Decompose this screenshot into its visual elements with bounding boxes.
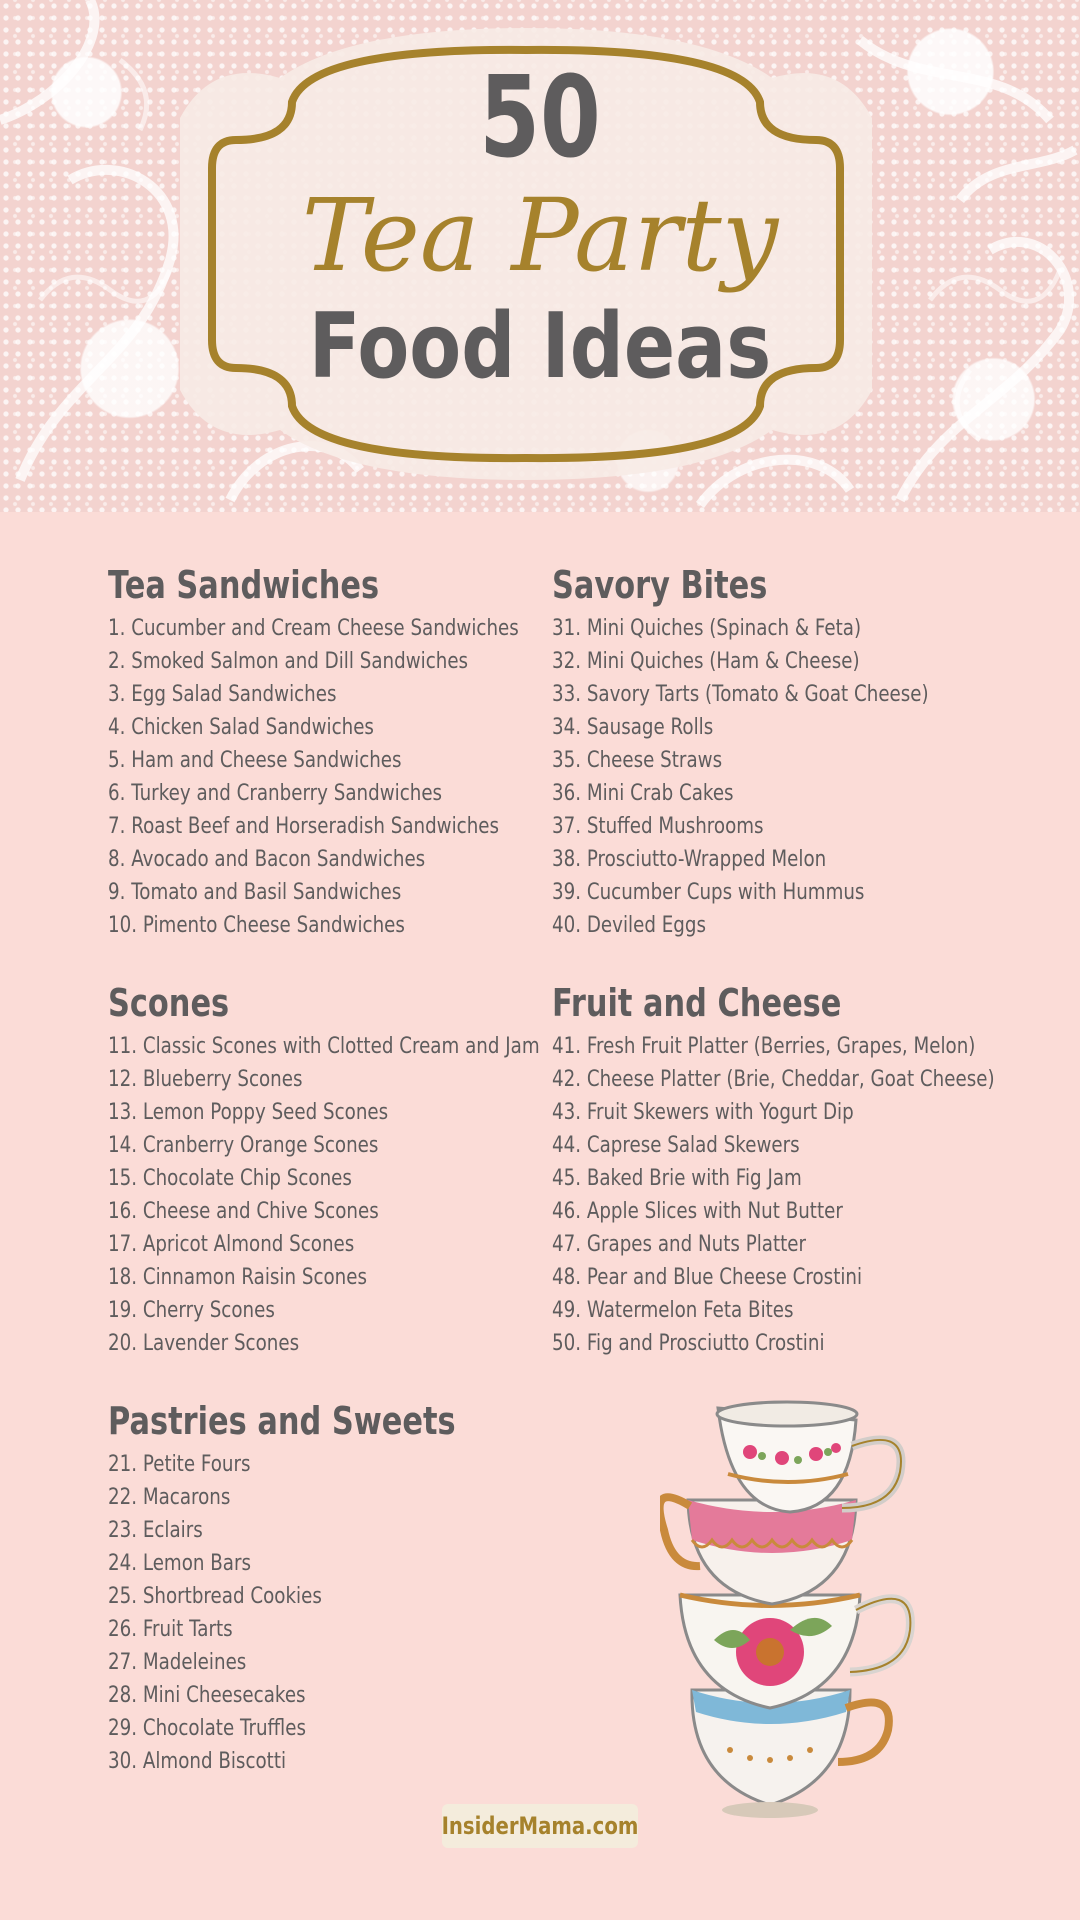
list-item: 18. Cinnamon Raisin Scones	[108, 1265, 367, 1290]
list-item: 35. Cheese Straws	[552, 748, 723, 773]
title-script-line: Tea Party	[301, 177, 779, 294]
list-item: 16. Cheese and Chive Scones	[108, 1199, 379, 1224]
section-scones	[108, 980, 568, 1360]
list-item: 25. Shortbread Cookies	[108, 1584, 322, 1609]
list-item: 7. Roast Beef and Horseradish Sandwiches	[108, 814, 500, 839]
section-heading: Fruit and Cheese	[552, 981, 842, 1025]
list-item: 28. Mini Cheesecakes	[108, 1683, 306, 1708]
section-fruit-and-cheese	[552, 980, 1012, 1360]
section-heading: Savory Bites	[552, 563, 768, 607]
list-item: 38. Prosciutto-Wrapped Melon	[552, 847, 827, 872]
list-item: 21. Petite Fours	[108, 1452, 251, 1477]
list-item: 14. Cranberry Orange Scones	[108, 1133, 379, 1158]
list-item: 22. Macarons	[108, 1485, 231, 1510]
list-item: 40. Deviled Eggs	[552, 913, 706, 938]
list-item: 20. Lavender Scones	[108, 1331, 300, 1356]
section-heading: Pastries and Sweets	[108, 1399, 456, 1443]
list-item: 37. Stuffed Mushrooms	[552, 814, 764, 839]
list-item: 8. Avocado and Bacon Sandwiches	[108, 847, 426, 872]
list-item: 47. Grapes and Nuts Platter	[552, 1232, 807, 1257]
section-savory-bites	[552, 562, 1012, 942]
section-pastries-and-sweets	[108, 1398, 568, 1778]
list-item: 32. Mini Quiches (Ham & Cheese)	[552, 649, 860, 674]
list-item: 10. Pimento Cheese Sandwiches	[108, 913, 405, 938]
list-item: 12. Blueberry Scones	[108, 1067, 303, 1092]
list-item: 17. Apricot Almond Scones	[108, 1232, 355, 1257]
list-item: 6. Turkey and Cranberry Sandwiches	[108, 781, 443, 806]
list-item: 19. Cherry Scones	[108, 1298, 275, 1323]
list-item: 31. Mini Quiches (Spinach & Feta)	[552, 616, 862, 641]
list-item: 27. Madeleines	[108, 1650, 247, 1675]
list-item: 33. Savory Tarts (Tomato & Goat Cheese)	[552, 682, 929, 707]
section-tea-sandwiches	[108, 562, 568, 942]
section-heading: Scones	[108, 981, 230, 1025]
list-item: 44. Caprese Salad Skewers	[552, 1133, 800, 1158]
list-item: 43. Fruit Skewers with Yogurt Dip	[552, 1100, 854, 1125]
list-item: 15. Chocolate Chip Scones	[108, 1166, 352, 1191]
stacked-teacups-icon	[660, 1390, 940, 1820]
list-item: 5. Ham and Cheese Sandwiches	[108, 748, 402, 773]
list-item: 9. Tomato and Basil Sandwiches	[108, 880, 402, 905]
food-list	[108, 1448, 568, 1778]
list-item: 41. Fresh Fruit Platter (Berries, Grapes, Melon)	[552, 1034, 976, 1059]
food-list	[108, 1030, 568, 1360]
food-list	[552, 1030, 1012, 1360]
list-item: 34. Sausage Rolls	[552, 715, 714, 740]
site-url: InsiderMama.com	[441, 1812, 639, 1840]
list-item: 24. Lemon Bars	[108, 1551, 252, 1576]
list-item: 11. Classic Scones with Clotted Cream and Jam	[108, 1034, 540, 1059]
list-item: 48. Pear and Blue Cheese Crostini	[552, 1265, 863, 1290]
list-item: 1. Cucumber and Cream Cheese Sandwiches	[108, 616, 519, 641]
list-item: 50. Fig and Prosciutto Crostini	[552, 1331, 825, 1356]
list-item: 13. Lemon Poppy Seed Scones	[108, 1100, 389, 1125]
list-item: 45. Baked Brie with Fig Jam	[552, 1166, 802, 1191]
list-item: 49. Watermelon Feta Bites	[552, 1298, 794, 1323]
list-item: 23. Eclairs	[108, 1518, 203, 1543]
title-subtitle: Food Ideas	[308, 294, 772, 399]
list-item: 29. Chocolate Truffles	[108, 1716, 306, 1741]
title-number: 50	[479, 53, 601, 183]
list-item: 42. Cheese Platter (Brie, Cheddar, Goat Cheese)	[552, 1067, 995, 1092]
list-item: 46. Apple Slices with Nut Butter	[552, 1199, 843, 1224]
list-item: 26. Fruit Tarts	[108, 1617, 233, 1642]
section-heading: Tea Sandwiches	[108, 563, 380, 607]
list-item: 36. Mini Crab Cakes	[552, 781, 734, 806]
list-item: 2. Smoked Salmon and Dill Sandwiches	[108, 649, 469, 674]
food-list	[108, 612, 568, 942]
list-item: 4. Chicken Salad Sandwiches	[108, 715, 374, 740]
food-list	[552, 612, 1012, 942]
list-item: 3. Egg Salad Sandwiches	[108, 682, 337, 707]
list-item: 30. Almond Biscotti	[108, 1749, 287, 1774]
list-item: 39. Cucumber Cups with Hummus	[552, 880, 865, 905]
site-badge[interactable]	[442, 1804, 638, 1848]
